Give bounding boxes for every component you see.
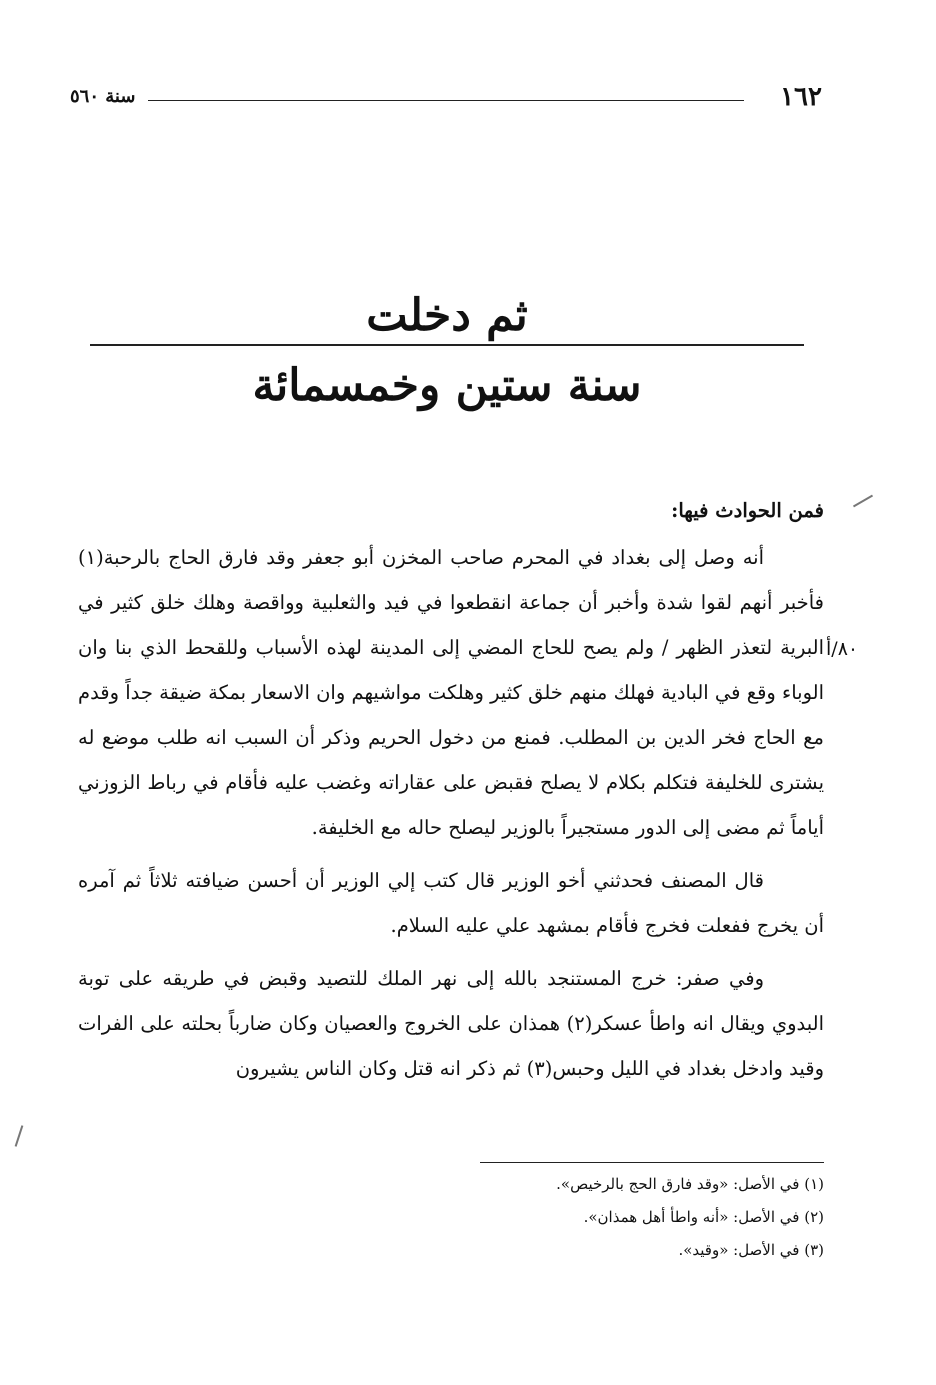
paragraph: قال المصنف فحدثني أخو الوزير قال كتب إلي الوزير أن أحسن ضيافته ثلاثاً ثم آمره أن يخرج ففعلت فخرج فأقام بمشهد علي عليه السلام. <box>78 869 824 937</box>
main-text <box>78 488 824 1091</box>
running-year: سنة ٥٦٠ <box>70 86 136 107</box>
footnote: (٣) في الأصل: «وقيد». <box>678 1241 824 1259</box>
footnote: (١) في الأصل: «وقد فارق الحج بالرخيص». <box>556 1175 824 1193</box>
pen-mark <box>15 1125 24 1147</box>
footnote-rule <box>480 1162 824 1163</box>
pen-mark <box>853 495 873 508</box>
chapter-title-line2: سنة ستين وخمسمائة <box>252 360 642 411</box>
page-number: ١٦٢ <box>780 82 822 112</box>
chapter-title-line1: ثم دخلت <box>366 290 528 341</box>
section-heading: فمن الحوادث فيها: <box>671 499 824 522</box>
manuscript-folio-marker: ٨٠/أ <box>826 638 859 660</box>
title-rule <box>90 344 804 346</box>
footnote: (٢) في الأصل: «أنه واطأ أهل همذان». <box>583 1208 824 1226</box>
footnotes <box>420 1168 824 1267</box>
paragraph: وفي صفر: خرج المستنجد بالله إلى نهر الملك للتصيد وقبض في طريقه على توبة البدوي ويقال انه واطأ عسكر(٢) همذان على الخروج والعصيان وكان ضارباً بحلته على الفرات وقيد وادخل بغداد في الليل وحبس(٣) ثم ذكر انه قتل وكان الناس يشيرون <box>78 967 824 1080</box>
paragraph: أنه وصل إلى بغداد في المحرم صاحب المخزن أبو جعفر وقد فارق الحاج بالرحبة(١) فأخبر أنهم لقوا شدة وأخبر أن جماعة انقطعوا في فيد والثعلبية وواقصة وهلك خلق كثير في البرية لتعذر الظهر / ولم يصح للحاج المضي إلى المدينة لهذه الأسباب وللقحط الذي بنا وان الوباء وقع في البادية فهلك منهم خلق كثير وهلكت مواشيهم وان الاسعار بمكة ضيقة جداً وقدم مع الحاج فخر الدين بن المطلب. فمنع من دخول الحريم وذكر أن السبب انه طلب موضع له يشترى للخليفة فتكلم بكلام لا يصلح فقبض على عقاراته وغضب عليه فأقام في رباط الزوزني أياماً ثم مضى إلى الدور مستجيراً بالوزير ليصلح حاله مع الخليفة. <box>78 546 824 839</box>
header-rule <box>148 100 744 101</box>
running-header <box>70 80 822 120</box>
